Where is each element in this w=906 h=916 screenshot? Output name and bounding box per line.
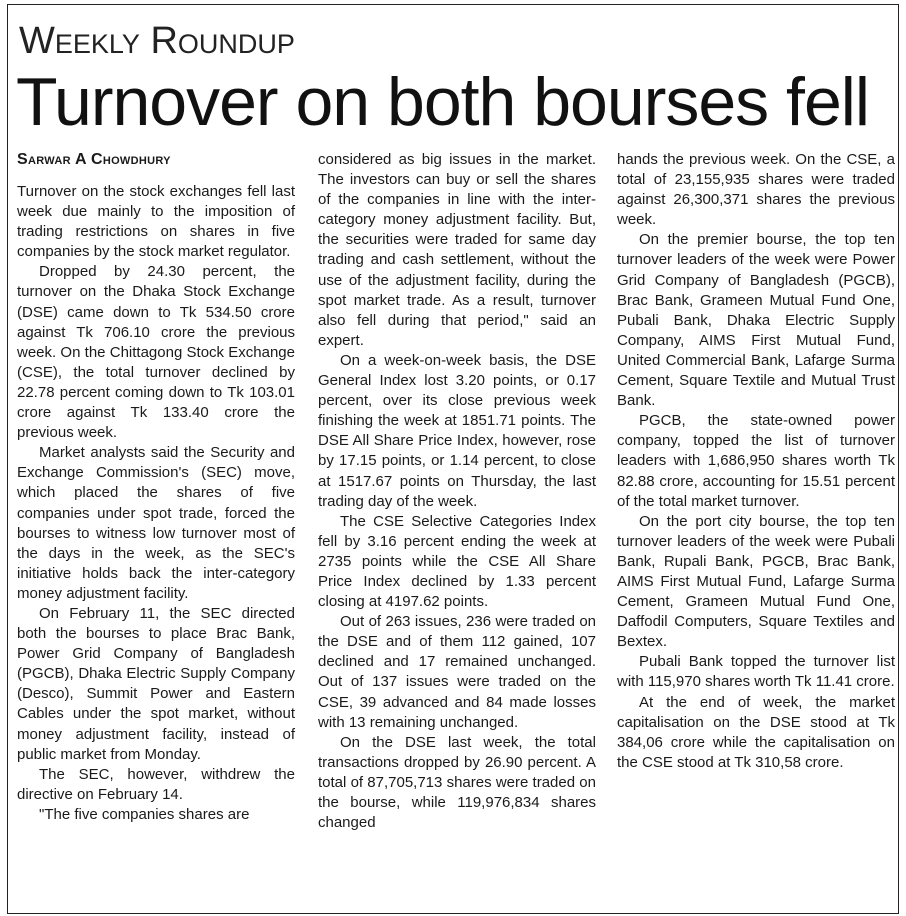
paragraph: On the premier bourse, the top ten turnover leaders of the week were Power Grid Company of Bangladesh (PGCB), Brac Bank, Grameen Mutual Fund One, Pubali Bank, Dhaka Electric Supply Company, AIMS First Mutual Fund, United Commercial Bank, Lafarge Surma Cement, Square Textile and Mutual Trust Bank. <box>617 231 895 410</box>
paragraph: The CSE Selective Categories Index fell by 3.16 percent ending the week at 2735 points while the CSE All Share Price Index declined by 1.33 percent closing at 4197.62 points. <box>318 512 596 611</box>
paragraph: Turnover on the stock exchanges fell last week due mainly to the imposition of trading restrictions on shares in five companies by the stock market regulator. <box>17 183 295 261</box>
paragraph: On a week-on-week basis, the DSE General Index lost 3.20 points, or 0.17 percent, over its close previous week finishing the week at 1851.71 points. The DSE All Share Price Index, however, rose by 17.15 points, or 1.14 percent, to close at 1517.67 points on Thursday, the last trading day of the week. <box>318 351 596 510</box>
paragraph: Pubali Bank topped the turnover list with 115,970 shares worth Tk 11.41 crore. <box>617 653 895 691</box>
paragraph: Out of 263 issues, 236 were traded on the DSE and of them 112 gained, 107 declined and 17 remained unchanged. Out of 137 issues were traded on the CSE, 39 advanced and 84 made losses with 13 remaining unchanged. <box>318 613 596 731</box>
paragraph: Dropped by 24.30 percent, the turnover on the Dhaka Stock Exchange (DSE) came down to Tk 534.50 crore against Tk 706.10 crore the previous week. On the Chittagong Stock Exchange (CSE), the total turnover declined by 22.78 percent coming down to Tk 103.01 crore against Tk 133.40 crore the previous week. <box>17 263 295 442</box>
paragraph: hands the previous week. On the CSE, a total of 23,155,935 shares were traded against 26,300,371 shares the previous week. <box>617 151 895 229</box>
article-column-1 <box>17 150 295 825</box>
section-kicker: Weekly Roundup <box>19 20 295 62</box>
paragraph: On February 11, the SEC directed both the bourses to place Brac Bank, Power Grid Company of Bangladesh (PGCB), Dhaka Electric Supply Company (Desco), Summit Power and Eastern Cables under the spot market, without money adjustment facility, instead of public market from Monday. <box>17 604 295 763</box>
paragraph: On the port city bourse, the top ten turnover leaders of the week were Pubali Bank, Rupali Bank, PGCB, Brac Bank, AIMS First Mutual Fund, Lafarge Surma Cement, Grameen Mutual Fund One, Daffodil Computers, Square Textiles and Bextex. <box>617 512 895 651</box>
article-column-3 <box>617 150 895 773</box>
headline: Turnover on both bourses fell <box>16 64 869 140</box>
paragraph: PGCB, the state-owned power company, topped the list of turnover leaders with 1,686,950 shares worth Tk 82.88 crore, accounting for 15.51 percent of the total market turnover. <box>617 412 895 510</box>
paragraph: The SEC, however, withdrew the directive on February 14. <box>17 765 295 803</box>
paragraph: "The five companies shares are <box>39 805 250 823</box>
byline: Sarwar A Chowdhury <box>17 151 171 168</box>
paragraph: On the DSE last week, the total transactions dropped by 26.90 percent. A total of 87,705,713 shares were traded on the bourse, while 119,976,834 shares changed <box>318 733 596 832</box>
paragraph: considered as big issues in the market. The investors can buy or sell the shares of the companies in line with the inter-category money adjustment facility. But, the securities were traded for same day trading and cash settlement, without the use of the adjustment facility, during the spot market trade. As a result, turnover also fell during that period," said an expert. <box>318 151 596 349</box>
paragraph: At the end of week, the market capitalisation on the DSE stood at Tk 384,06 crore while the capitalisation on the CSE stood at Tk 310,58 crore. <box>617 693 895 771</box>
paragraph: Market analysts said the Security and Exchange Commission's (SEC) move, which placed the shares of five companies under spot trade, forced the bourses to witness low turnover most of the days in the week, as the SEC's initiative holds back the inter-category money adjustment facility. <box>17 444 295 602</box>
article-column-2 <box>318 150 596 833</box>
